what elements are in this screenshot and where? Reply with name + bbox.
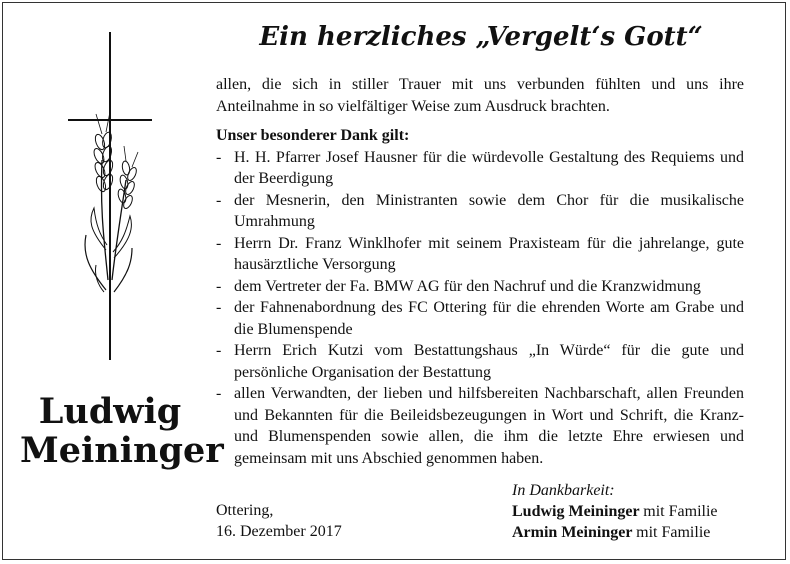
thanks-list [216, 147, 744, 470]
thanks-item: - Herrn Dr. Franz Winklhofer mit seinem Praxisteam für die jahrelange, gute hausärztliche Versorgung [216, 233, 744, 276]
thanks-item: - allen Verwandten, der lieben und hilfsbereiten Nachbarschaft, allen Freunden und Bekannten für die Beileidsbezeugungen in Wort und Schrift, die Kranz- und Blumenspenden sowie allen, die ihm die letzte Ehre erwiesen und gemeinsam mit uns Abschied genommen haben. [216, 383, 744, 469]
notice-body [216, 74, 744, 469]
thanks-heading: Unser besonderer Dank gilt: [216, 127, 410, 144]
intro-text: allen, die sich in stiller Trauer mit uns verbunden fühlten und uns ihre Anteilnahme in so vielfältiger Weise zum Ausdruck brachten. [216, 76, 744, 115]
deceased-first-name: Ludwig [38, 391, 182, 432]
thanks-item: - der Mesnerin, den Ministranten sowie dem Chor für die musikalische Umrahmung [216, 190, 744, 233]
place: Ottering, [216, 502, 274, 519]
deceased-last-name: Meininger [20, 430, 224, 471]
signoff-person-name: Ludwig Meininger [512, 503, 644, 520]
signoff-person-suffix: mit Familie [636, 524, 711, 541]
signoff-person [512, 522, 718, 543]
signoff-label: In Dankbarkeit: [512, 482, 615, 499]
signoff-person-name: Armin Meininger [512, 524, 637, 541]
thanks-item: - Herrn Erich Kutzi vom Bestattungshaus „In Würde“ für die gute und persönliche Organisation der Bestattung [216, 340, 744, 383]
date: 16. Dezember 2017 [216, 523, 342, 540]
deceased-name [20, 391, 224, 471]
headline: Ein herzliches „Vergelt‘s Gott“ [259, 22, 703, 52]
thanks-item: - der Fahnenabordnung des FC Ottering für die ehrenden Worte am Grabe und die Blumenspende [216, 297, 744, 340]
thanks-item: - dem Vertreter der Fa. BMW AG für den Nachruf und die Kranzwidmung [216, 276, 744, 298]
thanks-item: - H. H. Pfarrer Josef Hausner für die würdevolle Gestaltung des Requiems und der Beerdigung [216, 147, 744, 190]
place-date [216, 500, 342, 542]
signoff [512, 480, 718, 543]
cross-with-wheat-icon [60, 30, 170, 370]
signoff-person [512, 501, 718, 522]
signoff-person-suffix: mit Familie [643, 503, 718, 520]
